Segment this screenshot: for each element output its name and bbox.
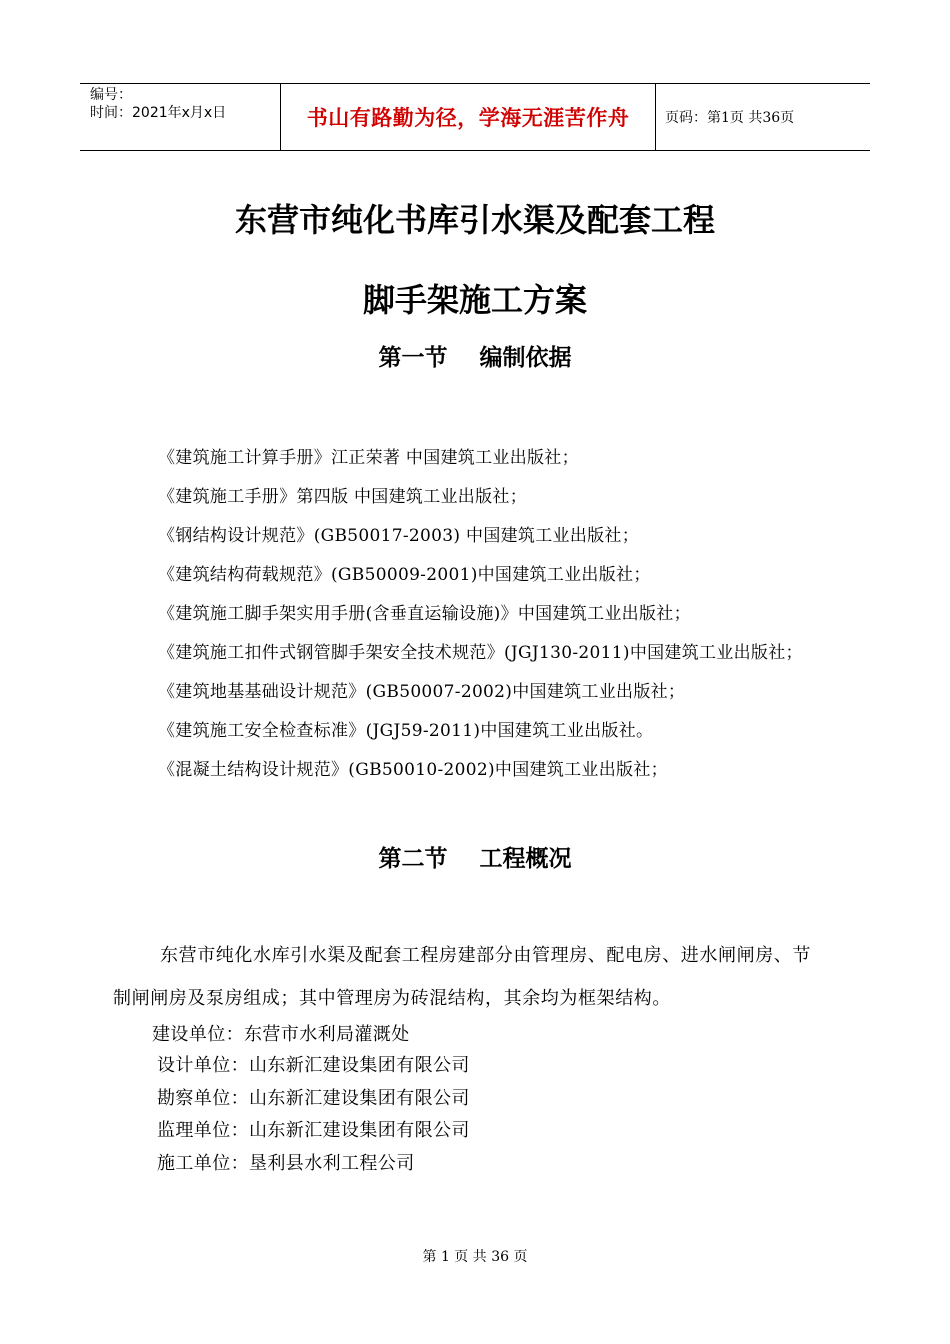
header-meta-cell	[80, 84, 281, 150]
motto-text: 书山有路勤为径，学海无涯苦作舟	[306, 106, 630, 130]
unit-contractor: 施工单位：垦利县水利工程公司	[157, 1153, 415, 1174]
unit-construction-owner: 建设单位：东营市水利局灌溉处	[152, 1024, 410, 1045]
reference-item: 《建筑施工计算手册》江正荣著 中国建筑工业出版社；	[158, 448, 579, 468]
reference-item: 《钢结构设计规范》(GB50017-2003) 中国建筑工业出版社；	[158, 526, 640, 546]
overview-paragraph-line-2: 制闸闸房及泵房组成；其中管理房为砖混结构，其余均为框架结构。	[113, 988, 671, 1009]
reference-item: 《建筑地基基础设计规范》(GB50007-2002)中国建筑工业出版社；	[158, 682, 686, 702]
number-label: 编号：	[90, 87, 132, 103]
reference-item: 《建筑施工手册》第四版 中国建筑工业出版社；	[158, 487, 528, 507]
reference-item: 《建筑结构荷载规范》(GB50009-2001)中国建筑工业出版社；	[158, 565, 651, 585]
header-motto-cell	[281, 84, 656, 150]
section-1-heading: 第一节 编制依据	[378, 345, 572, 371]
unit-design: 设计单位：山东新汇建设集团有限公司	[157, 1055, 470, 1076]
overview-paragraph-line-1: 东营市纯化水库引水渠及配套工程房建部分由管理房、配电房、进水闸闸房、节	[160, 945, 811, 966]
time-label: 时间：2021年x月x日	[90, 105, 227, 121]
unit-survey: 勘察单位：山东新汇建设集团有限公司	[157, 1088, 470, 1109]
page-footer: 第 1 页 共 36 页	[422, 1249, 528, 1265]
header-table	[80, 83, 870, 151]
unit-supervision: 监理单位：山东新汇建设集团有限公司	[157, 1120, 470, 1141]
reference-item: 《建筑施工脚手架实用手册(含垂直运输设施)》中国建筑工业出版社；	[158, 604, 691, 624]
page-info: 页码：第1页 共36页	[665, 110, 795, 126]
section-2-heading: 第二节 工程概况	[378, 846, 572, 872]
document-title: 东营市纯化书库引水渠及配套工程	[234, 201, 715, 239]
document-subtitle: 脚手架施工方案	[362, 281, 587, 319]
reference-item: 《建筑施工扣件式钢管脚手架安全技术规范》(JGJ130-2011)中国建筑工业出版社；	[158, 643, 803, 663]
reference-item: 《混凝土结构设计规范》(GB50010-2002)中国建筑工业出版社；	[158, 760, 668, 780]
reference-item: 《建筑施工安全检查标准》(JGJ59-2011)中国建筑工业出版社。	[158, 721, 654, 741]
